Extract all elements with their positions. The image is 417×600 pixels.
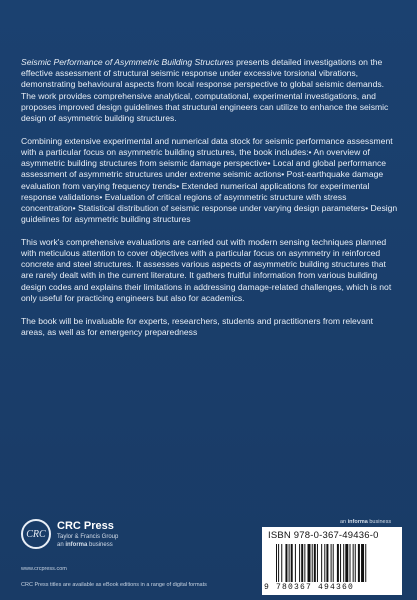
business-suffix: business (87, 541, 113, 548)
blurb-paragraph-2 (21, 136, 399, 226)
blurb (21, 57, 399, 349)
publisher-logo (21, 519, 191, 559)
barcode-icon (276, 544, 396, 582)
tag-suffix: business (367, 519, 392, 525)
blurb-paragraph-3 (21, 237, 399, 304)
blurb-paragraph-1 (21, 57, 399, 124)
tag-prefix: an (340, 519, 348, 525)
publisher-url: www.crcpress.com (21, 566, 67, 572)
publisher-group (57, 534, 118, 549)
crc-logo-icon: CRC (21, 519, 51, 549)
ebook-note: CRC Press titles are available as eBook editions in a range of digital formats (21, 582, 207, 588)
isbn-label: ISBN 978-0-367-49436-0 (268, 530, 379, 541)
barcode-panel (262, 527, 402, 595)
publisher-name: CRC Press (57, 520, 114, 532)
paragraph-text: This work's comprehensive evaluations are carried out with modern sensing techniques planned with meticulous attention to cover objectives with a particular focus on asymmetry in reinforced concrete and steel structures. It assesses various aspects of asymmetric building structures that are rarely dealt with in the current literature. It gathers fruitful information from various building design codes and explains their limitations in addressing damage-related challenges, which is not only useful for practicing engineers but also for academics. (21, 236, 392, 303)
paragraph-text: The book will be invaluable for experts, researchers, students and practitioners from relevant areas, as well as for emergency preparedness (21, 315, 374, 337)
paragraph-text: Combining extensive experimental and numerical data stock for seismic performance assessment with a particular focus on asymmetric building structures, the book includes:• An overview of asymmetric building structures from seismic damage perspective• Local and global performance assessment of asymmetric structures under extreme seismic actions• Post-earthquake damage evaluation from varying frequency trends• Extended numerical applications for experimental response validations• Evaluation of critical regions of asymmetric structure with stress concentration• Statistical distribution of seismic response under varying design parameters• Design guidelines for asymmetric building structures (21, 135, 398, 225)
business-prefix: an (57, 541, 66, 548)
book-title-italic: Seismic Performance of Asymmetric Building Structures (21, 57, 234, 67)
publisher-business-line (57, 542, 118, 550)
blurb-paragraph-4 (21, 316, 399, 338)
informa-tag (340, 519, 391, 525)
tag-bold: informa (347, 519, 368, 525)
barcode-digits: 9 780367 494360 (264, 583, 355, 592)
publisher-group-name: Taylor & Francis Group (57, 534, 119, 540)
paragraph-text: presents detailed investigations on the effective assessment of structural seismic response under excessive torsional vibrations, demonstrating behavioural aspects from local response perspective to global seismic demands. The work provides comprehensive analytical, computational, experimental investigations, and proposes improved design guidelines that structural engineers can utilize to enhance the seismic design of asymmetric building structures. (21, 57, 389, 124)
business-bold: informa (65, 541, 88, 548)
